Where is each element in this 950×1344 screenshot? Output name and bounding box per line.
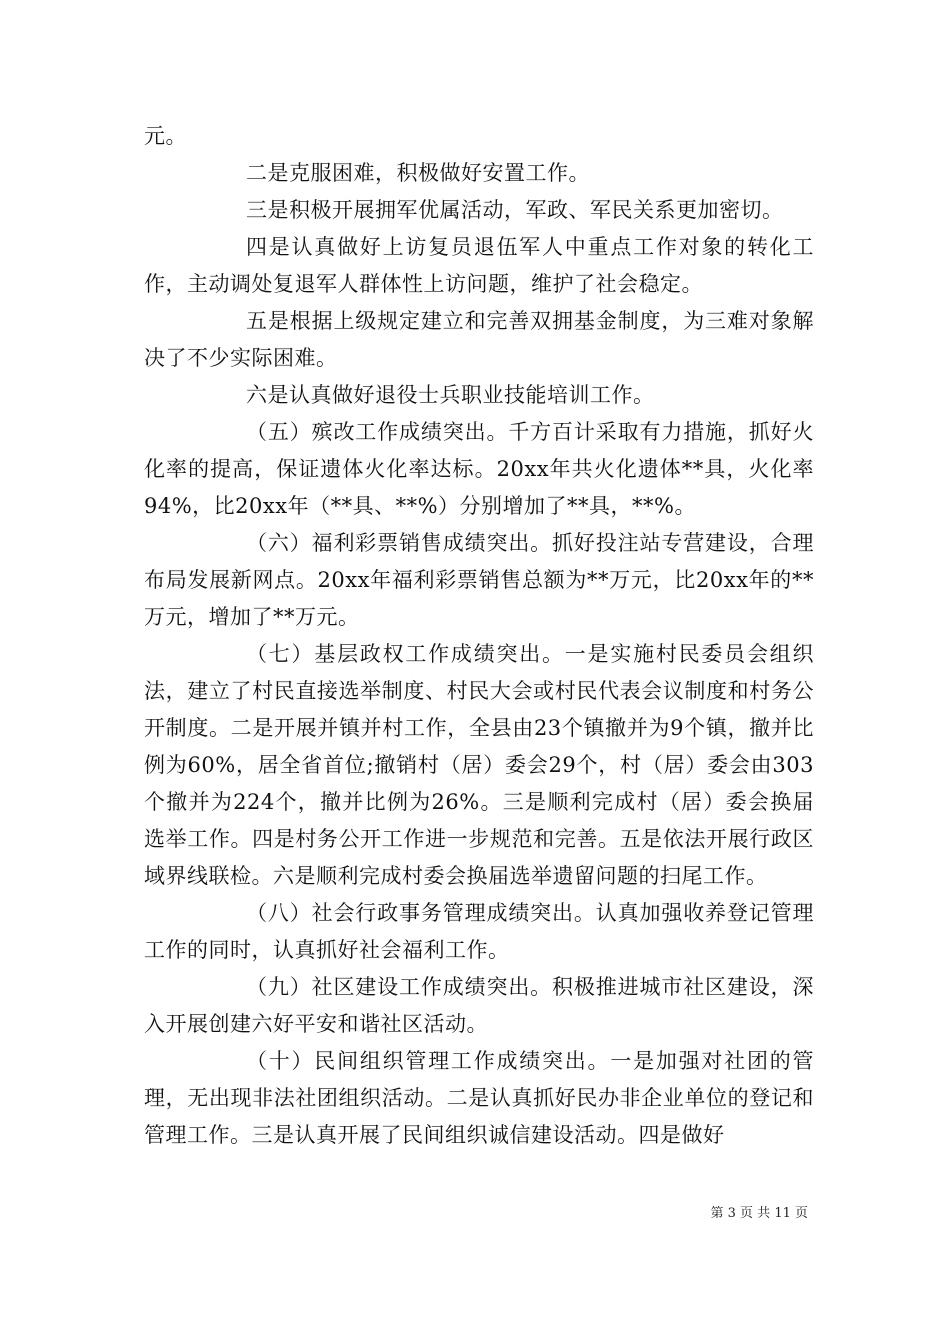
document-body: [144, 118, 814, 1154]
page-number-footer: 第 3 页 共 11 页: [710, 1206, 808, 1221]
paragraph-resettlement: 二是克服困难，积极做好安置工作。: [246, 161, 590, 185]
paragraph-civil-organizations: （十）民间组织管理工作成绩突出。一是加强对社团的管理，无出现非法社团组织活动。二是认真抓好民办非企业单位的登记和管理工作。三是认真开展了民间组织诚信建设活动。四是做好: [144, 1049, 814, 1147]
paragraph-support-military: 三是积极开展拥军优属活动，军政、军民关系更加密切。: [246, 198, 784, 222]
paragraph-continuation: 元。: [144, 124, 187, 148]
paragraph-social-affairs: （八）社会行政事务管理成绩突出。认真加强收养登记管理工作的同时，认真抓好社会福利工作。: [144, 901, 814, 962]
paragraph-grassroots-government: （七）基层政权工作成绩突出。一是实施村民委员会组织法，建立了村民直接选举制度、村民大会或村民代表会议制度和村务公开制度。二是开展并镇并村工作，全县由23个镇撤并为9个镇，撤并比例为60%，居全省首位;撤销村（居）委会29个，村（居）委会由303个撤并为224个，撤并比例为26%。三是顺利完成村（居）委会换届选举工作。四是村务公开工作进一步规范和完善。五是依法开展行政区域界线联检。六是顺利完成村委会换届选举遗留问题的扫尾工作。: [144, 642, 814, 888]
paragraph-petition-work: 四是认真做好上访复员退伍军人中重点工作对象的转化工作，主动调处复退军人群体性上访问题，维护了社会稳定。: [144, 235, 814, 296]
paragraph-community-building: （九）社区建设工作成绩突出。积极推进城市社区建设，深入开展创建六好平安和谐社区活动。: [144, 975, 814, 1036]
paragraph-welfare-lottery: （六）福利彩票销售成绩突出。抓好投注站专营建设，合理布局发展新网点。20xx年福利彩票销售总额为**万元，比20xx年的**万元，增加了**万元。: [144, 531, 814, 629]
paragraph-double-support-fund: 五是根据上级规定建立和完善双拥基金制度，为三难对象解决了不少实际困难。: [144, 309, 814, 370]
paragraph-funeral-reform: （五）殡改工作成绩突出。千方百计采取有力措施，抓好火化率的提高，保证遗体火化率达标。20xx年共火化遗体**具，火化率94%，比20xx年（**具、**%）分别增加了**具，**%。: [144, 420, 814, 518]
paragraph-skills-training: 六是认真做好退役士兵职业技能培训工作。: [246, 383, 655, 407]
